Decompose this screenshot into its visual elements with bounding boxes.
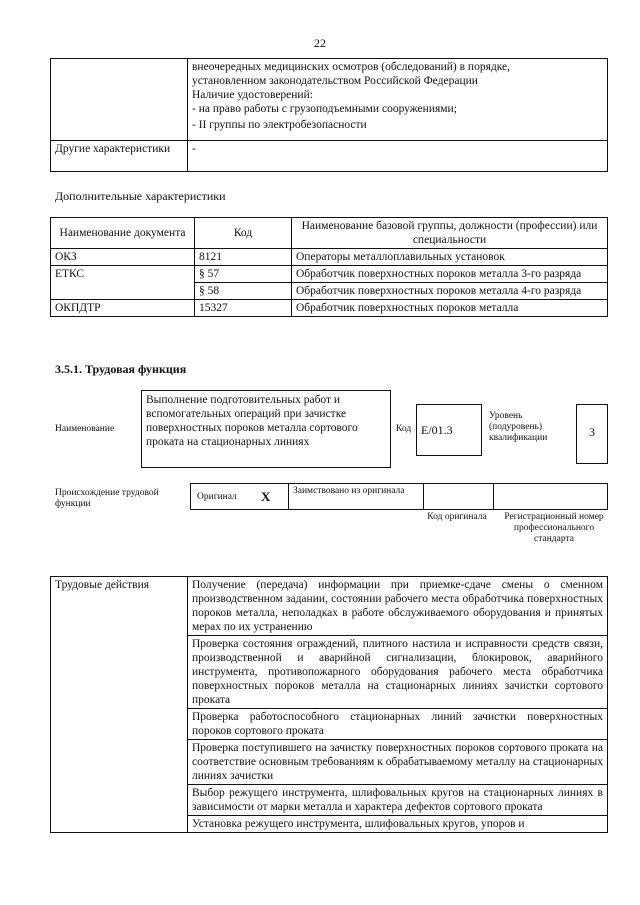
group-cell: Обработчик поверхностных пороков металла: [292, 300, 608, 317]
origin-label: Происхождение трудовой функции: [55, 488, 159, 509]
labor-actions-label: Трудовые действия: [51, 577, 188, 833]
requirement-line: - II группы по электробезопасности: [192, 119, 367, 131]
divider: [423, 483, 424, 510]
page-number: 22: [314, 36, 326, 50]
level-label: Уровень (подуровень) квалификации: [489, 411, 548, 443]
code-cell: § 57: [195, 266, 292, 283]
labor-action-item: Получение (передача) информации при приемке-сдаче смены о сменном производственном задании, состоянии рабочего места обработчика поверхностных пороков металла, неполадках в работе обслуживаемого оборудования и принятых мерах по их устранению: [188, 577, 608, 636]
original-label: Оригинал: [197, 492, 237, 502]
group-cell: Обработчик поверхностных пороков металла 3-го разряда: [292, 266, 608, 283]
reg-number-caption: Регистрационный номер профессионального стандарта: [504, 512, 604, 544]
labor-function-title: 3.5.1. Трудовая функция: [55, 362, 187, 376]
requirement-line: Наличие удостоверений:: [192, 89, 313, 101]
group-cell: Обработчик поверхностных пороков металла 4-го разряда: [292, 283, 608, 300]
doc-cell: ОКЗ: [51, 249, 195, 266]
additional-characteristics-title: Дополнительные характеристики: [55, 189, 226, 203]
divider: [288, 483, 289, 510]
code-label: Код: [396, 424, 412, 434]
code-original-caption: Код оригинала: [427, 512, 487, 522]
other-characteristics-value: -: [188, 141, 608, 172]
requirement-line: - на право работы с грузоподъемными сооружениями;: [192, 103, 457, 115]
divider: [493, 483, 494, 510]
labor-action-item: Выбор режущего инструмента, шлифовальных кругов на стационарных линиях в зависимости от марки металла и характера дефектов сортового проката: [188, 785, 608, 816]
requirements-label-cell: [51, 59, 188, 141]
requirements-table: [50, 58, 608, 172]
other-characteristics-label: Другие характеристики: [51, 141, 188, 172]
labor-action-item: Проверка работоспособного стационарных линий зачистки поверхностных пороков сортового проката: [188, 709, 608, 740]
labor-action-item: Установка режущего инструмента, шлифовальных кругов, упоров и: [188, 816, 608, 833]
name-label: Наименование: [55, 424, 115, 434]
group-cell: Операторы металлоплавильных установок: [292, 249, 608, 266]
level-value-box: 3: [576, 404, 608, 464]
header-document: Наименование документа: [51, 218, 195, 249]
labor-action-item: Проверка поступившего на зачистку поверхностных пороков сортового проката на соответствие основным требованиям к обрабатываемому металлу на стационарных линиях зачистки: [188, 740, 608, 785]
code-cell: 15327: [195, 300, 292, 317]
doc-cell: ЕТКС: [51, 266, 195, 300]
labor-actions-table: [50, 576, 608, 833]
header-group-name: Наименование базовой группы, должности (профессии) или специальности: [292, 218, 608, 249]
additional-characteristics-table: [50, 217, 608, 317]
header-code: Код: [195, 218, 292, 249]
function-code-box: E/01.3: [416, 404, 482, 456]
labor-action-item: Проверка состояния ограждений, плитного настила и исправности средств связи, производственной и аварийной сигнализации, блокировок, аварийного инструмента, противопожарного оборудования рабочего места обработчика поверхностных пороков металла на стационарных линиях зачистки сортового проката: [188, 636, 608, 709]
requirement-line: установленном законодательством Российской Федерации: [192, 75, 478, 87]
requirement-line: внеочередных медицинских осмотров (обследований) в порядке,: [192, 61, 511, 73]
borrowed-label: Заимствовано из оригинала: [293, 486, 405, 496]
original-mark: X: [261, 489, 271, 504]
doc-cell: ОКПДТР: [51, 300, 195, 317]
requirements-value-cell: [188, 59, 608, 141]
origin-row: [190, 483, 608, 510]
code-cell: 8121: [195, 249, 292, 266]
function-name-box: Выполнение подготовительных работ и вспомогательных операций при зачистке поверхностных пороков металла сортового проката на стационарных линиях: [141, 390, 391, 468]
code-cell: § 58: [195, 283, 292, 300]
